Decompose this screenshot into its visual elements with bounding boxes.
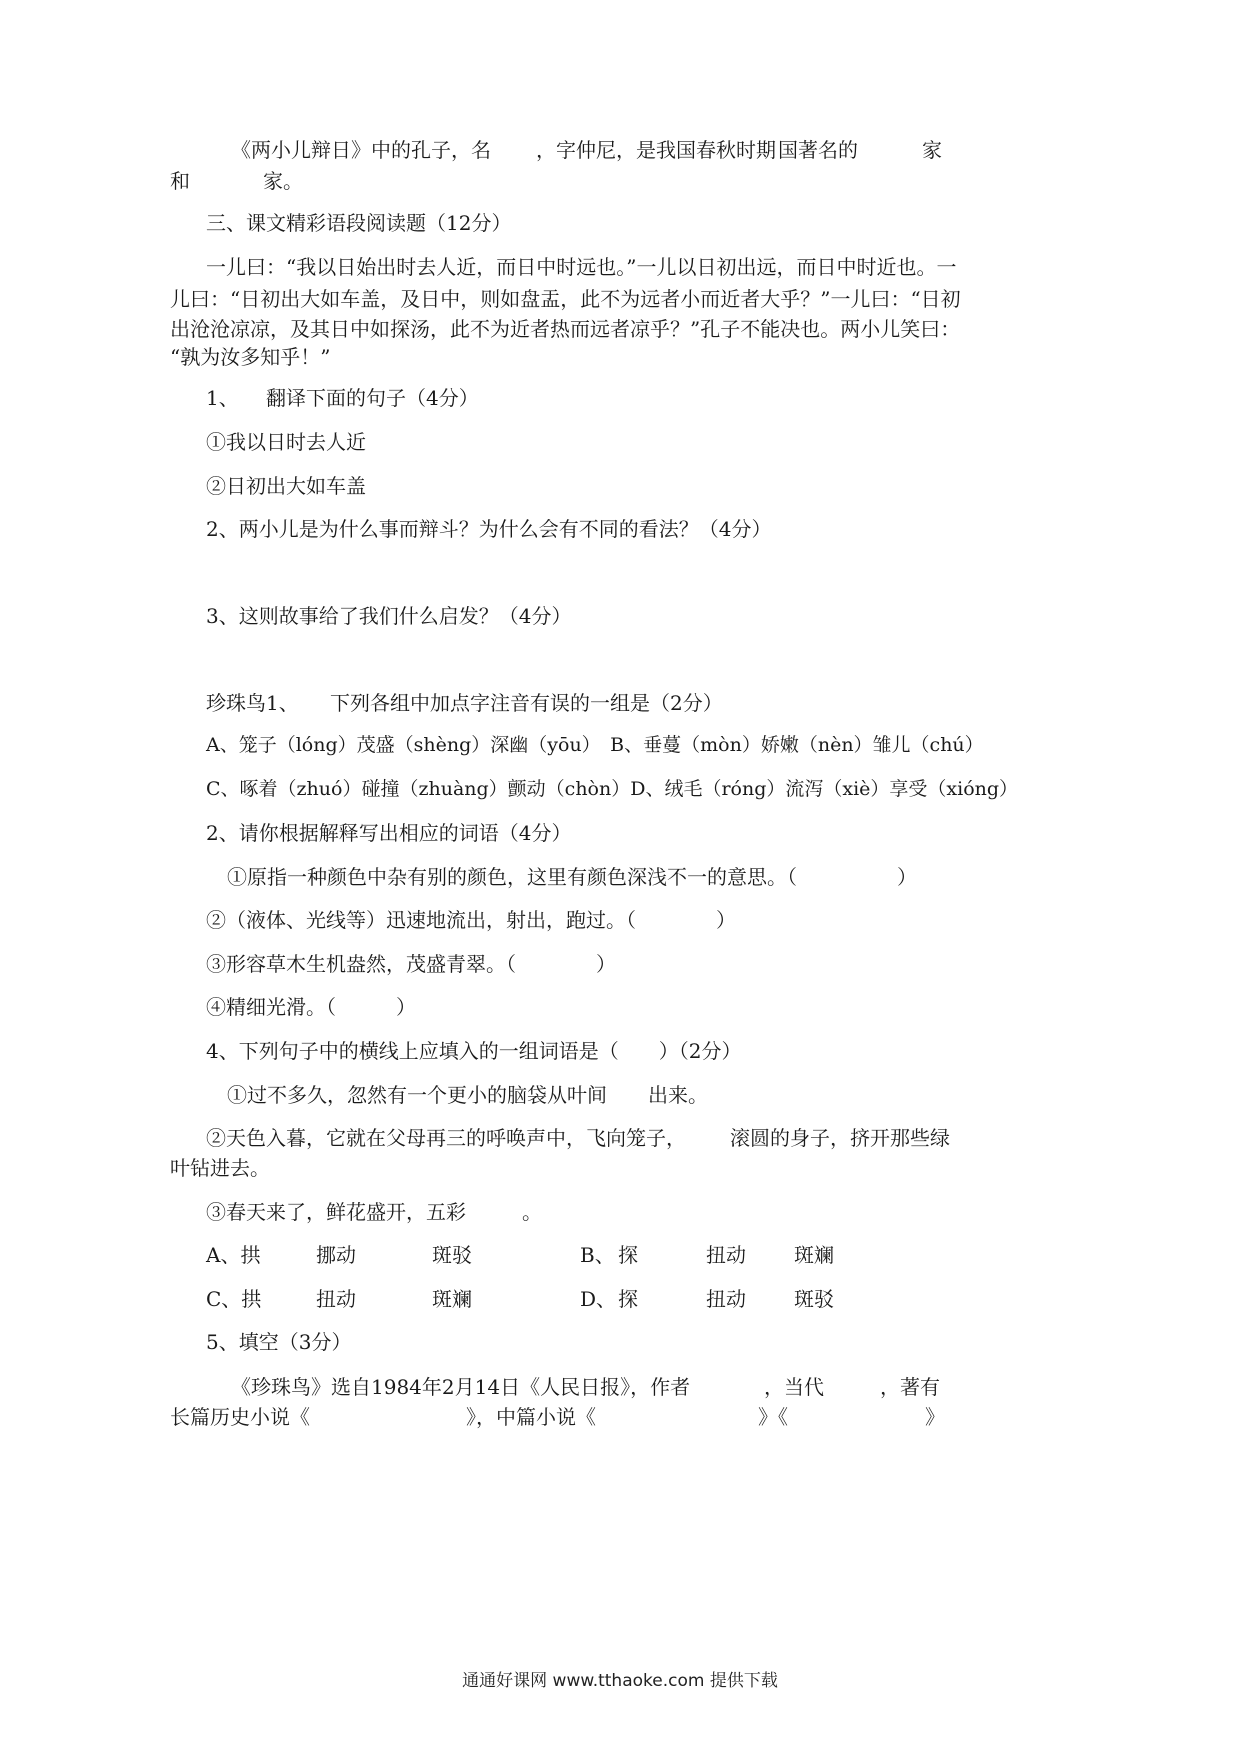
passage-line-4: “孰为汝多知乎！” — [170, 345, 331, 369]
intro-line1-c: 国著名的 — [778, 138, 858, 162]
pearl-q5-line2-a: 长篇历史小说《 — [170, 1405, 310, 1429]
section3-heading: 三、课文精彩语段阅读题（12分） — [206, 211, 512, 235]
pearl-q2-item-4: ④精细光滑。（ ） — [206, 995, 416, 1019]
page-footer: 通通好课网 www.tthaoke.com 提供下载 — [462, 1671, 778, 1691]
pearl-q1-options-cd: C、啄着（zhuó）碰撞（zhuàng）颤动（chòn）D、绒毛（róng）流泻（xiè）享受（xióng） — [206, 778, 1019, 800]
option-c-word-2: 扭动 — [316, 1287, 356, 1311]
pearl-q5-text: 5、填空（3分） — [206, 1330, 352, 1354]
q1-text: 翻译下面的句子（4分） — [266, 386, 479, 410]
pearl-q1-number: 1、 — [266, 691, 299, 715]
q3-text: 3、这则故事给了我们什么启发？（4分） — [206, 604, 572, 628]
pearl-title: 珍珠鸟 — [206, 691, 266, 715]
intro-line1-d: 家 — [922, 138, 942, 162]
pearl-q5-line2-c: 》《 — [758, 1405, 788, 1429]
pearl-q5-line1-a: 《珍珠鸟》选自1984年2月14日《人民日报》，作者 — [231, 1375, 691, 1399]
option-a-word-2: 挪动 — [316, 1243, 356, 1267]
pearl-q5-line1-b: ，当代 — [764, 1375, 824, 1399]
pearl-q4-s2-a: ②天色入暮，它就在父母再三的呼唤声中，飞向笼子， — [206, 1126, 686, 1150]
option-b-word-1: 探 — [618, 1243, 638, 1267]
intro-line1-a: 《两小儿辩日》中的孔子，名 — [231, 138, 491, 162]
passage-line-1: 一儿曰：“我以日始出时去人近，而日中时远也。”一儿以日初出远，而日中时近也。一 — [206, 255, 957, 279]
pearl-q4-s1-a: ①过不多久，忽然有一个更小的脑袋从叶间 — [227, 1083, 607, 1107]
passage-line-3: 出沧沧凉凉，及其日中如探汤，此不为近者热而远者凉乎？”孔子不能决也。两小儿笑曰： — [170, 317, 961, 341]
option-a-label: A、拱 — [206, 1243, 261, 1267]
pearl-q4-s3-a: ③春天来了，鲜花盛开，五彩 — [206, 1200, 466, 1224]
pearl-q5-line2-b: 》，中篇小说《 — [466, 1405, 596, 1429]
q1-item-1: ①我以日时去人近 — [206, 430, 366, 454]
q1-item-2: ②日初出大如车盖 — [206, 474, 366, 498]
option-a-word-3: 斑驳 — [432, 1243, 472, 1267]
pearl-q2-item-2: ②（液体、光线等）迅速地流出，射出，跑过。（ ） — [206, 908, 736, 932]
q2-text: 2、两小儿是为什么事而辩斗？为什么会有不同的看法？（4分） — [206, 517, 772, 541]
pearl-q5-line2-d: 》 — [925, 1405, 945, 1429]
q1-number: 1、 — [206, 386, 239, 410]
pearl-q4-text: 4、下列句子中的横线上应填入的一组词语是（ ）（2分） — [206, 1039, 742, 1063]
pearl-q4-s1-b: 出来。 — [648, 1083, 708, 1107]
option-d-label: D、 — [580, 1287, 617, 1311]
pearl-q2-text: 2、请你根据解释写出相应的词语（4分） — [206, 821, 572, 845]
passage-line-2: 儿曰：“日初出大如车盖，及日中，则如盘盂，此不为远者小而近者大乎？”一儿曰：“日初 — [170, 287, 961, 311]
option-d-word-3: 斑驳 — [794, 1287, 834, 1311]
option-c-label: C、拱 — [206, 1287, 262, 1311]
option-b-label: B、 — [580, 1243, 615, 1267]
option-c-word-3: 斑斓 — [432, 1287, 472, 1311]
option-b-word-3: 斑斓 — [794, 1243, 834, 1267]
pearl-q4-s2-b: 滚圆的身子，挤开那些绿 — [730, 1126, 950, 1150]
pearl-q4-s3-b: 。 — [522, 1200, 542, 1224]
intro-line2-b: 家。 — [263, 169, 303, 193]
pearl-q2-item-3: ③形容草木生机盎然，茂盛青翠。（ ） — [206, 952, 616, 976]
pearl-q1-options-ab: A、笼子（lóng）茂盛（shèng）深幽（yōu） B、垂蔓（mòn）娇嫩（nèn）雏儿（chú） — [206, 734, 984, 756]
pearl-q4-s2-cont: 叶钻进去。 — [170, 1156, 270, 1180]
intro-line2-a: 和 — [170, 169, 190, 193]
option-d-word-2: 扭动 — [706, 1287, 746, 1311]
option-d-word-1: 探 — [618, 1287, 638, 1311]
option-b-word-2: 扭动 — [706, 1243, 746, 1267]
intro-line1-b: ，字仲尼，是我国春秋时期 — [536, 138, 776, 162]
pearl-q1-text: 下列各组中加点字注音有误的一组是（2分） — [330, 691, 723, 715]
pearl-q5-line1-c: ，著有 — [880, 1375, 940, 1399]
pearl-q2-item-1: ①原指一种颜色中杂有别的颜色，这里有颜色深浅不一的意思。（ ） — [227, 865, 917, 889]
